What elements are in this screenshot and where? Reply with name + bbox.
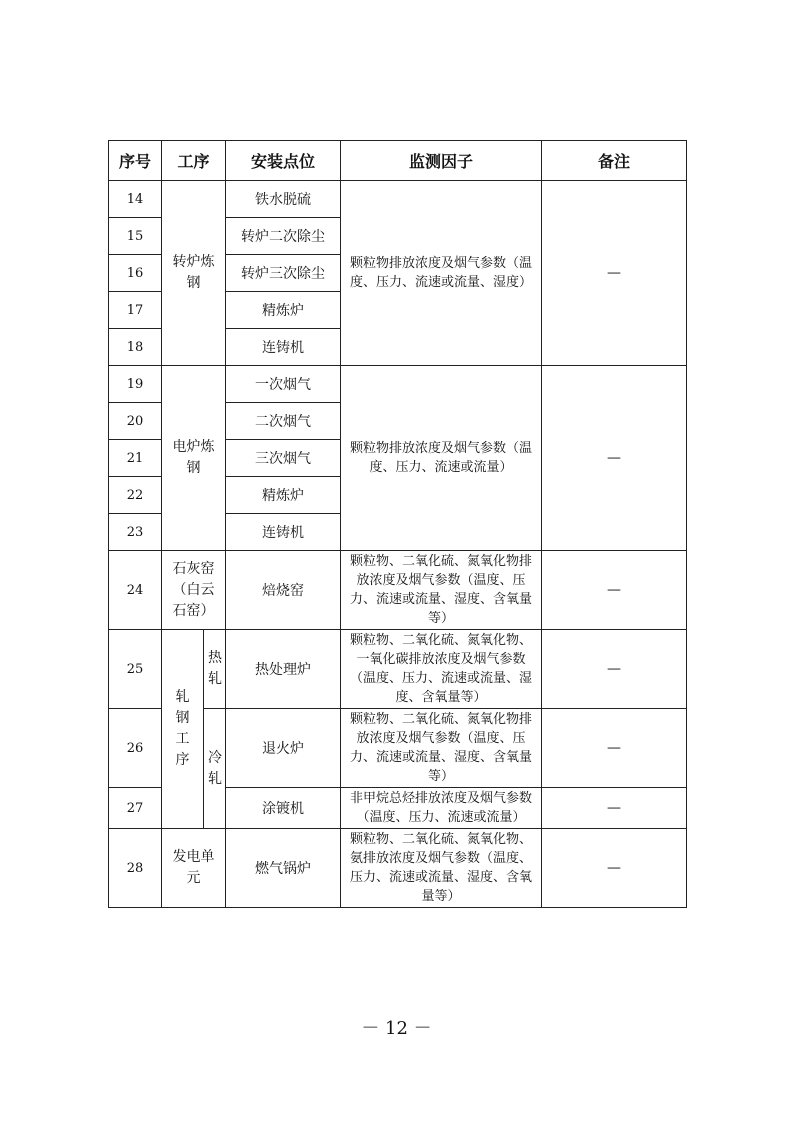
row-no: 14 <box>109 181 162 218</box>
row-no: 19 <box>109 366 162 403</box>
row-point: 连铸机 <box>226 514 341 551</box>
remark-27: — <box>542 788 687 829</box>
remark-26: — <box>542 709 687 788</box>
row-no: 27 <box>109 788 162 829</box>
subprocess-hot-rolling: 热轧 <box>204 630 226 709</box>
row-point: 一次烟气 <box>226 366 341 403</box>
header-point: 安装点位 <box>226 141 341 181</box>
remark-lime: — <box>542 551 687 630</box>
row-no: 28 <box>109 829 162 908</box>
row-point: 铁水脱硫 <box>226 181 341 218</box>
factor-electric: 颗粒物排放浓度及烟气参数（温度、压力、流速或流量） <box>341 366 542 551</box>
row-no: 22 <box>109 477 162 514</box>
factor-lime: 颗粒物、二氧化硫、氮氧化物排放浓度及烟气参数（温度、压力、流速或流量、湿度、含氧量等） <box>341 551 542 630</box>
row-point: 精炼炉 <box>226 292 341 329</box>
factor-26: 颗粒物、二氧化硫、氮氧化物排放浓度及烟气参数（温度、压力、流速或流量、湿度、含氧量等） <box>341 709 542 788</box>
page-number: － 12 － <box>361 1018 432 1039</box>
row-point: 燃气锅炉 <box>226 829 341 908</box>
process-lime: 石灰窑（白云石窑） <box>162 551 226 630</box>
row-no: 17 <box>109 292 162 329</box>
row-point: 转炉二次除尘 <box>226 218 341 255</box>
row-no: 26 <box>109 709 162 788</box>
row-point: 精炼炉 <box>226 477 341 514</box>
row-point: 二次烟气 <box>226 403 341 440</box>
table-row <box>109 551 687 630</box>
table-row <box>109 181 687 218</box>
row-point: 热处理炉 <box>226 630 341 709</box>
subprocess-cold-rolling: 冷轧 <box>204 709 226 829</box>
row-point: 涂镀机 <box>226 788 341 829</box>
row-point: 焙烧窑 <box>226 551 341 630</box>
process-electric: 电炉炼钢 <box>162 366 226 551</box>
row-no: 18 <box>109 329 162 366</box>
table-row <box>109 829 687 908</box>
remark-power: — <box>542 829 687 908</box>
remark-electric: — <box>542 366 687 551</box>
header-process: 工序 <box>162 141 226 181</box>
table-header-row <box>109 141 687 181</box>
factor-power: 颗粒物、二氧化硫、氮氧化物、氨排放浓度及烟气参数（温度、压力、流速或流量、湿度、含氧量等） <box>341 829 542 908</box>
monitoring-table <box>108 140 687 908</box>
row-point: 转炉三次除尘 <box>226 255 341 292</box>
row-no: 21 <box>109 440 162 477</box>
remark-25: — <box>542 630 687 709</box>
row-no: 23 <box>109 514 162 551</box>
row-point: 三次烟气 <box>226 440 341 477</box>
table-row <box>109 630 687 709</box>
process-converter: 转炉炼钢 <box>162 181 226 366</box>
row-point: 连铸机 <box>226 329 341 366</box>
factor-converter: 颗粒物排放浓度及烟气参数（温度、压力、流速或流量、湿度） <box>341 181 542 366</box>
header-no: 序号 <box>109 141 162 181</box>
header-factor: 监测因子 <box>341 141 542 181</box>
factor-25: 颗粒物、二氧化硫、氮氧化物、一氧化碳排放浓度及烟气参数（温度、压力、流速或流量、湿度、含氧量等） <box>341 630 542 709</box>
process-power: 发电单元 <box>162 829 226 908</box>
remark-converter: — <box>542 181 687 366</box>
row-no: 20 <box>109 403 162 440</box>
factor-27: 非甲烷总烃排放浓度及烟气参数（温度、压力、流速或流量） <box>341 788 542 829</box>
row-no: 16 <box>109 255 162 292</box>
row-point: 退火炉 <box>226 709 341 788</box>
header-remark: 备注 <box>542 141 687 181</box>
row-no: 25 <box>109 630 162 709</box>
row-no: 24 <box>109 551 162 630</box>
table-row <box>109 366 687 403</box>
process-rolling: 轧钢工序 <box>162 630 204 829</box>
row-no: 15 <box>109 218 162 255</box>
